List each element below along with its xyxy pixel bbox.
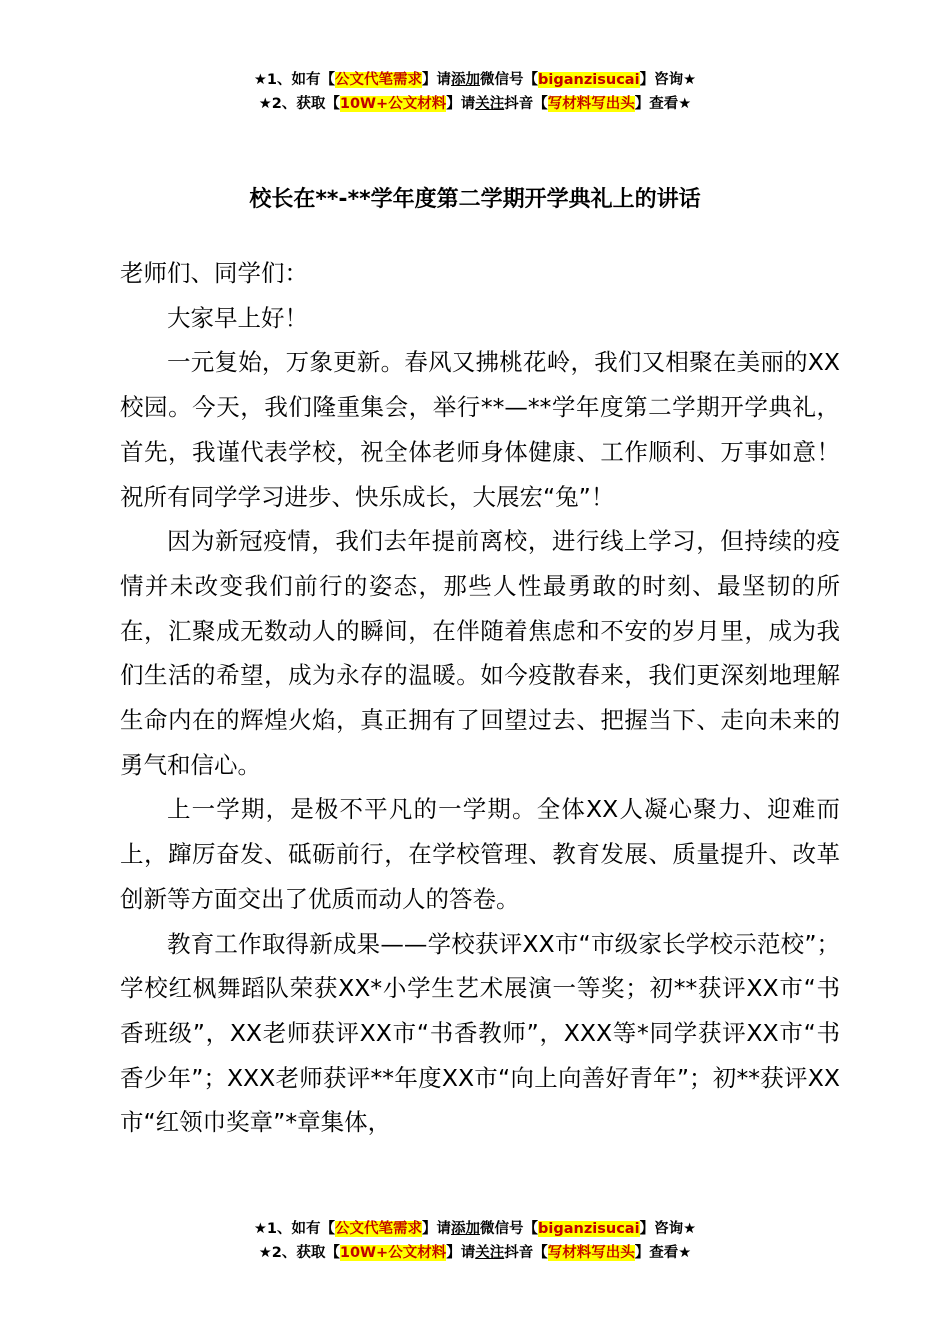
paragraph: 因为新冠疫情，我们去年提前离校，进行线上学习，但持续的疫情并未改变我们前行的姿态，那些人性最勇敢的时刻、最坚韧的所在，汇聚成无数动人的瞬间，在伴随着焦虑和不安的岁月里，成为我们生活的希望，成为永存的温暖。如今疫散春来，我们更深刻地理解生命内在的辉煌火焰，真正拥有了回望过去、把握当下、走向未来的勇气和信心。 xyxy=(120,527,840,779)
star-icon: ★ xyxy=(253,72,267,88)
promo-text: 】咨询★ xyxy=(639,72,697,88)
promo-line-1 xyxy=(0,68,950,92)
promo-highlight: biganzisucai xyxy=(538,72,640,88)
document-title: 校长在**-**学年度第二学期开学典礼上的讲话 xyxy=(249,187,701,212)
promo-text: 】查看★ xyxy=(634,1245,692,1261)
promo-text: 2、获取【 xyxy=(271,1245,340,1261)
promo-banner-bottom xyxy=(0,1217,950,1265)
promo-text: 】请 xyxy=(446,1245,476,1261)
promo-highlight: biganzisucai xyxy=(538,1221,640,1237)
promo-text: 】查看★ xyxy=(634,96,692,112)
promo-line-2 xyxy=(0,1241,950,1265)
promo-text: 】请 xyxy=(446,96,476,112)
promo-text: 】请 xyxy=(422,72,452,88)
promo-text: 微信号【 xyxy=(480,1221,539,1237)
promo-highlight: 写材料写出头 xyxy=(547,96,635,112)
promo-text: 】咨询★ xyxy=(639,1221,697,1237)
promo-text: 2、获取【 xyxy=(271,96,340,112)
promo-underlined: 添加 xyxy=(451,1221,481,1237)
promo-underlined: 关注 xyxy=(475,1245,505,1261)
paragraph: 大家早上好！ xyxy=(167,303,308,332)
promo-text: 】请 xyxy=(422,1221,452,1237)
promo-text: 1、如有【 xyxy=(266,1221,336,1237)
document-body xyxy=(120,251,840,1145)
promo-banner-top xyxy=(0,68,950,116)
paragraph: 上一学期，是极不平凡的一学期。全体XX人凝心聚力、迎难而上，蹿厉奋发、砥砺前行，在学校管理、教育发展、质量提升、改革创新等方面交出了优质而动人的答卷。 xyxy=(120,795,840,913)
promo-line-1 xyxy=(0,1217,950,1241)
star-icon: ★ xyxy=(258,1245,272,1261)
promo-line-2 xyxy=(0,92,950,116)
promo-text: 抖音【 xyxy=(504,96,548,112)
promo-highlight: 公文代笔需求 xyxy=(335,72,423,88)
star-icon: ★ xyxy=(258,96,272,112)
promo-text: 微信号【 xyxy=(480,72,539,88)
promo-highlight: 写材料写出头 xyxy=(547,1245,635,1261)
salutation: 老师们、同学们： xyxy=(120,259,308,287)
promo-highlight: 公文代笔需求 xyxy=(335,1221,423,1237)
promo-underlined: 添加 xyxy=(451,72,481,88)
star-icon: ★ xyxy=(253,1221,267,1237)
promo-highlight: 10W+公文材料 xyxy=(339,1245,447,1261)
promo-underlined: 关注 xyxy=(475,96,505,112)
promo-highlight: 10W+公文材料 xyxy=(339,96,447,112)
promo-text: 1、如有【 xyxy=(266,72,336,88)
promo-text: 抖音【 xyxy=(504,1245,548,1261)
paragraph: 教育工作取得新成果——学校获评XX市“市级家长学校示范校”；学校红枫舞蹈队荣获XX*小学生艺术展演一等奖；初**获评XX市“书香班级”，XX老师获评XX市“书香教师”，XXX等*同学获评XX市“书香少年”；XXX老师获评**年度XX市“向上向善好青年”；初**获评XX市“红领巾奖章”*章集体， xyxy=(120,929,840,1137)
paragraph: 一元复始，万象更新。春风又拂桃花岭，我们又相聚在美丽的XX校园。今天，我们隆重集会，举行**—**学年度第二学期开学典礼，首先，我谨代表学校，祝全体老师身体健康、工作顺利、万事如意！祝所有同学学习进步、快乐成长，大展宏“兔”！ xyxy=(120,348,840,511)
